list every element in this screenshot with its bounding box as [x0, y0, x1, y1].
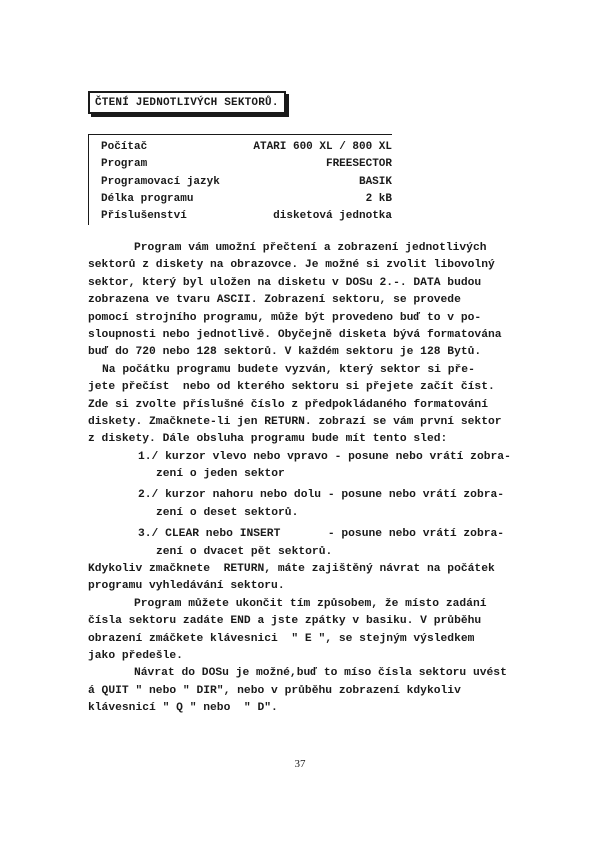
text-line: zobrazena ve tvaru ASCII. Zobrazení sektoru, se provede	[88, 294, 461, 307]
list-item-continuation: zení o deset sektorů.	[156, 506, 299, 519]
spec-row	[101, 208, 392, 225]
text-line: jete přečíst nebo od kterého sektoru si přejete začít číst.	[88, 381, 495, 394]
spec-row	[101, 191, 392, 208]
spec-row	[101, 156, 392, 173]
text-line: Program vám umožní přečtení a zobrazení jednotlivých	[134, 242, 487, 254]
spec-label: Počítač	[101, 141, 148, 153]
text-line: pomocí strojního programu, může být provedeno buď to v po-	[88, 311, 482, 324]
list-item: 3./ CLEAR nebo INSERT - posune nebo vrátí zobra-	[138, 528, 505, 541]
list-item-continuation: zení o dvacet pět sektorů.	[156, 545, 333, 558]
list-item: 2./ kurzor nahoru nebo dolu - posune nebo vrátí zobra-	[138, 489, 505, 502]
text-line: programu vyhledávání sektoru.	[88, 580, 285, 593]
spec-label: Program	[101, 158, 148, 171]
spec-value: BASIK	[358, 175, 392, 188]
section-title: ČTENÍ JEDNOTLIVÝCH SEKTORŮ.	[88, 91, 286, 114]
spec-label: Příslušenství	[101, 210, 187, 223]
text-line: jako předešle.	[88, 649, 183, 662]
body-text	[88, 240, 538, 718]
text-line: á QUIT " nebo " DIR", nebo v průběhu zobrazení kdykoliv	[88, 684, 461, 697]
page-number: 37	[294, 758, 306, 770]
text-line: klávesnicí " Q " nebo " D".	[88, 702, 278, 715]
spec-label: Délka programu	[101, 192, 194, 205]
text-line: Návrat do DOSu je možné,buď to míso čísla sektoru uvést	[134, 667, 507, 680]
text-line: čísla sektoru zadáte END a jste zpátky v basiku. V průběhu	[88, 615, 482, 628]
text-line: obrazení zmáčkete klávesnici " E ", se stejným výsledkem	[88, 632, 475, 645]
spec-row	[101, 139, 392, 156]
text-line: sektorů z diskety na obrazovce. Je možné si zvolit libovolný	[88, 259, 495, 272]
text-line: sloupnosti nebo jednotlivě. Obyčejně disketa bývá formatována	[88, 328, 502, 341]
spec-value: 2 kB	[365, 192, 392, 205]
text-line: buď do 720 nebo 128 sektorů. V každém sektoru je 128 Bytů.	[88, 346, 482, 359]
spec-value: FREESECTOR	[325, 158, 392, 171]
spec-value: ATARI 600 XL / 800 XL	[253, 141, 392, 153]
list-item: 1./ kurzor vlevo nebo vpravo - posune nebo vrátí zobra-	[138, 450, 511, 463]
text-line: diskety. Zmačknete-li jen RETURN. zobrazí se vám první sektor	[88, 415, 502, 428]
spec-value: disketová jednotka	[273, 210, 392, 223]
spec-label: Programovací jazyk	[101, 175, 220, 188]
text-line: Zde si zvolte příslušné číslo z předpokládaného formatování	[88, 398, 488, 411]
spec-row	[101, 174, 392, 191]
text-line: sektor, který byl uložen na disketu v DOSu 2.-. DATA budou	[88, 276, 482, 289]
text-line: Program můžete ukončit tím způsobem, že místo zadání	[134, 597, 487, 610]
text-line: Kdykoliv zmačknete RETURN, máte zajištěný návrat na počátek	[88, 563, 495, 576]
list-item-continuation: zení o jeden sektor	[156, 468, 285, 481]
text-line: z diskety. Dále obsluha programu bude mít tento sled:	[88, 433, 448, 446]
program-spec-table	[88, 134, 392, 225]
text-line: Na počátku programu budete vyzván, který sektor si pře-	[102, 363, 475, 376]
